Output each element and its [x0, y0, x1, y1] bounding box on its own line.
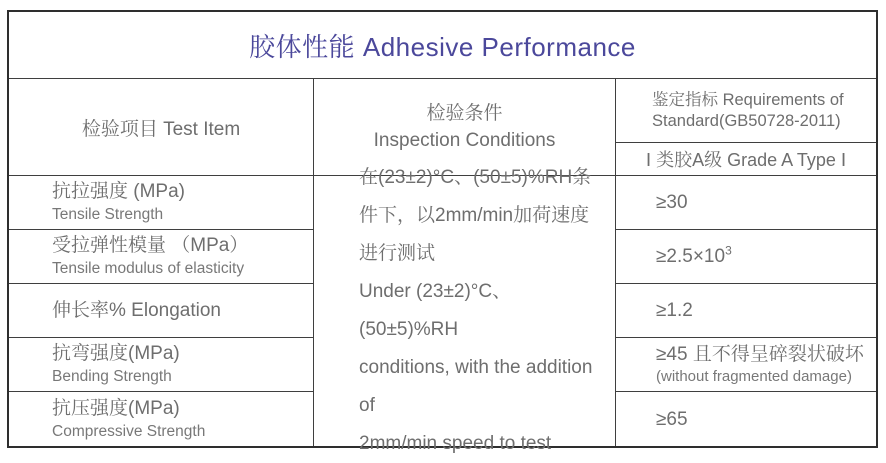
header-requirements-line2: Standard(GB50728-2011) — [652, 111, 841, 130]
requirement-value-compressive-strength — [616, 392, 876, 446]
test-item-en: Tensile modulus of elasticity — [52, 260, 245, 277]
requirement-value: ≥1.2 — [656, 300, 693, 321]
header-inspection-conditions-en: Inspection Conditions — [373, 130, 556, 151]
header-grade: Ⅰ 类胶A级 Grade A Type Ⅰ — [616, 143, 876, 176]
header-inspection-conditions-zh: 检验条件 — [426, 103, 503, 124]
condition-line: Under (23±2)°C、(50±5)%RH — [359, 281, 512, 340]
condition-line: 在(23±2)°C、(50±5)%RH条 — [359, 167, 592, 188]
condition-line: conditions, with the addition of — [359, 357, 593, 416]
requirement-value: ≥2.5×10 — [656, 246, 726, 267]
test-item-zh: 受拉弹性模量 （MPa） — [52, 235, 249, 256]
test-item-compressive-strength — [9, 392, 314, 446]
test-item-zh: 伸长率% Elongation — [52, 300, 221, 321]
test-item-bending-strength — [9, 338, 314, 392]
requirement-value-superscript: 3 — [725, 243, 732, 258]
header-test-item: 检验项目 Test Item — [9, 79, 314, 176]
requirement-value: ≥65 — [656, 408, 688, 430]
test-item-zh: 抗压强度(MPa) — [52, 397, 180, 419]
requirement-value-elongation — [616, 284, 876, 338]
test-item-elongation — [9, 284, 314, 338]
requirement-value: ≥30 — [656, 192, 688, 213]
requirement-value-tensile-strength — [616, 176, 876, 230]
condition-line: 进行测试 — [359, 243, 436, 264]
test-item-en: Compressive Strength — [52, 422, 206, 440]
requirement-value-bending-strength — [616, 338, 876, 392]
header-requirements — [616, 79, 876, 143]
test-item-tensile-modulus — [9, 230, 314, 284]
table-title: 胶体性能 Adhesive Performance — [9, 12, 876, 79]
requirement-value-note: (without fragmented damage) — [656, 368, 852, 385]
adhesive-performance-table — [7, 10, 878, 454]
header-requirements-line1: 鉴定指标 Requirements of — [652, 90, 844, 109]
condition-line: 件下，以2mm/min加荷速度 — [359, 205, 590, 226]
test-item-en: Bending Strength — [52, 368, 172, 385]
test-item-tensile-strength — [9, 176, 314, 230]
test-item-zh: 抗拉强度 (MPa) — [52, 181, 186, 202]
test-item-en: Tensile Strength — [52, 206, 164, 223]
test-item-zh: 抗弯强度(MPa) — [52, 343, 180, 364]
inspection-conditions-cell — [314, 167, 616, 454]
requirement-value-tensile-modulus — [616, 230, 876, 284]
requirement-value: ≥45 且不得呈碎裂状破坏 — [656, 344, 864, 365]
condition-line: 2mm/min speed to test — [359, 433, 552, 454]
